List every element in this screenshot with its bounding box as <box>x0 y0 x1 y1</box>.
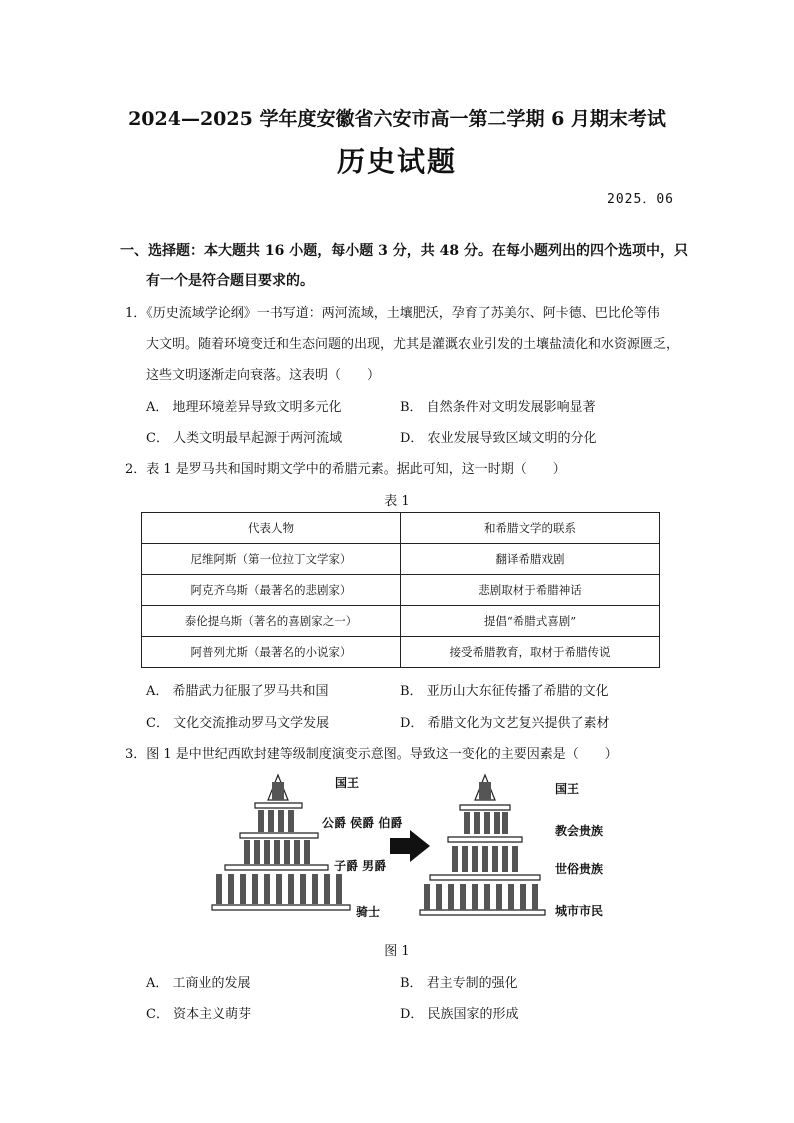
table-row <box>142 544 660 575</box>
greek-elements-table <box>141 512 660 668</box>
q1-stem-line2: 大文明。随着环境变迁和生态问题的出现，尤其是灌溉农业引发的土壤盐渍化和水资源匮乏， <box>146 337 680 352</box>
table-cell: 阿克齐乌斯（最著名的悲剧家） <box>142 575 401 606</box>
table-cell: 翻译希腊戏剧 <box>401 544 660 575</box>
q2-stem-line1: 2．表 1 是罗马共和国时期文学中的希腊元素。据此可知，这一时期（ ） <box>125 462 566 477</box>
table-row <box>142 637 660 668</box>
table-cell: 接受希腊教育，取材于希腊传说 <box>401 637 660 668</box>
exam-title: 2024—2025 学年度安徽省六安市高一第二学期 6 月期末考试 <box>128 108 666 130</box>
q3-option-b: B． 君主专制的强化 <box>400 976 518 991</box>
table-cell: 泰伦提乌斯（著名的喜剧家之一） <box>142 606 401 637</box>
q3-option-d: D． 民族国家的形成 <box>400 1007 519 1022</box>
right-label-king: 国王 <box>555 782 580 796</box>
q1-option-b: B． 自然条件对文明发展影响显著 <box>400 400 596 415</box>
q2-option-d: D． 希腊文化为文艺复兴提供了素材 <box>400 716 610 731</box>
left-label-king: 国王 <box>335 776 360 790</box>
right-label-clergy: 教会贵族 <box>555 824 604 838</box>
q1-stem-line1: 1．《历史流域学论纲》一书写道：两河流域，土壤肥沃，孕育了苏美尔、阿卡德、巴比伦等伟 <box>125 306 660 321</box>
table-cell: 提倡“希腊式喜剧” <box>401 606 660 637</box>
right-label-citizens: 城市市民 <box>555 904 604 918</box>
q1-option-c: C． 人类文明最早起源于两河流域 <box>146 431 343 446</box>
left-label-viscounts: 子爵 男爵 <box>334 859 387 873</box>
arrow-right-icon <box>390 830 430 862</box>
exam-date: 2025．06 <box>607 192 674 207</box>
table-cell: 阿普列尤斯（最著名的小说家） <box>142 637 401 668</box>
q1-option-d: D． 农业发展导致区域文明的分化 <box>400 431 597 446</box>
q3-stem-line1: 3．图 1 是中世纪西欧封建等级制度演变示意图。导致这一变化的主要因素是（ ） <box>125 747 618 762</box>
q2-option-c: C． 文化交流推动罗马文学发展 <box>146 716 330 731</box>
q3-option-a: A． 工商业的发展 <box>146 976 251 991</box>
table-header-cell: 代表人物 <box>142 513 401 544</box>
section-heading-line2: 有一个是符合题目要求的。 <box>146 273 314 289</box>
table-row <box>142 575 660 606</box>
left-label-dukes: 公爵 侯爵 伯爵 <box>322 816 403 830</box>
table-cell: 悲剧取材于希腊神话 <box>401 575 660 606</box>
left-label-knights: 骑士 <box>356 905 381 919</box>
q3-option-c: C． 资本主义萌芽 <box>146 1007 252 1022</box>
table-row <box>142 606 660 637</box>
table-header-row <box>142 513 660 544</box>
feudal-hierarchy-figure <box>210 770 620 930</box>
exam-subject-title: 历史试题 <box>336 145 457 178</box>
table-caption: 表 1 <box>384 494 410 509</box>
figure-caption: 图 1 <box>384 944 410 959</box>
section-heading-line1: 一、选择题：本大题共 16 小题，每小题 3 分，共 48 分。在每小题列出的四个选项中，只 <box>120 243 688 259</box>
q1-option-a: A． 地理环境差异导致文明多元化 <box>146 400 342 415</box>
q2-option-b: B． 亚历山大东征传播了希腊的文化 <box>400 684 609 699</box>
table-cell: 尼维阿斯（第一位拉丁文学家） <box>142 544 401 575</box>
q1-stem-line3: 这些文明逐渐走向衰落。这表明（ ） <box>146 368 381 383</box>
right-label-nobility: 世俗贵族 <box>555 862 604 876</box>
table-header-cell: 和希腊文学的联系 <box>401 513 660 544</box>
q2-option-a: A． 希腊武力征服了罗马共和国 <box>146 684 329 699</box>
